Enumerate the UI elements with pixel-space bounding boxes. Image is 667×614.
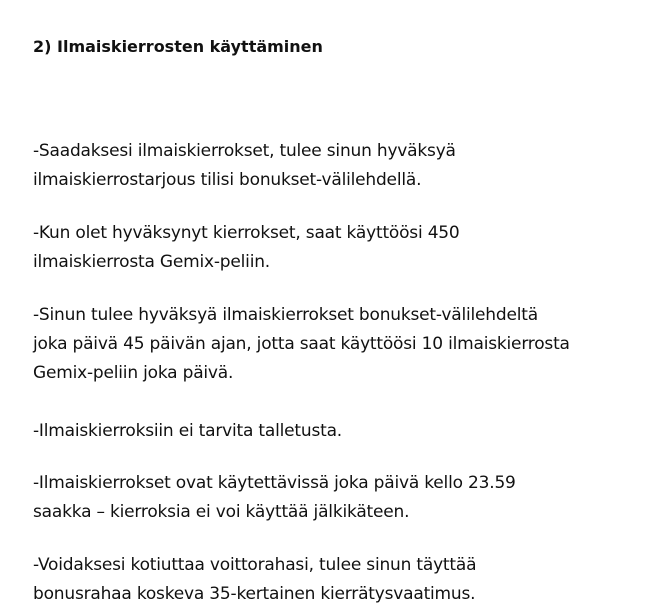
- paragraph-line: saakka – kierroksia ei voi käyttää jälkikäteen.: [33, 502, 410, 522]
- paragraph-line: -Voidaksesi kotiuttaa voittorahasi, tulee sinun täyttää: [33, 555, 477, 575]
- paragraph-daily-acceptance: [33, 301, 570, 388]
- paragraph-line: ilmaiskierrostarjous tilisi bonukset-välilehdellä.: [33, 170, 422, 190]
- paragraph-accept-offer: [33, 137, 456, 195]
- paragraph-line: -Ilmaiskierroksiin ei tarvita talletusta.: [33, 421, 342, 441]
- paragraph-line: ilmaiskierrosta Gemix-peliin.: [33, 252, 270, 272]
- paragraph-line: joka päivä 45 päivän ajan, jotta saat käyttöösi 10 ilmaiskierrosta: [33, 334, 570, 354]
- paragraph-line: Gemix-peliin joka päivä.: [33, 363, 234, 383]
- paragraph-daily-deadline: [33, 469, 516, 527]
- paragraph-spin-count: [33, 219, 460, 277]
- paragraph-line: -Ilmaiskierrokset ovat käytettävissä joka päivä kello 23.59: [33, 473, 516, 493]
- section-heading: 2) Ilmaiskierrosten käyttäminen: [33, 37, 323, 56]
- paragraph-line: -Kun olet hyväksynyt kierrokset, saat käyttöösi 450: [33, 223, 460, 243]
- paragraph-line: bonusrahaa koskeva 35-kertainen kierrätysvaatimus.: [33, 584, 476, 604]
- paragraph-line: -Saadaksesi ilmaiskierrokset, tulee sinun hyväksyä: [33, 141, 456, 161]
- paragraph-no-deposit: [33, 417, 342, 446]
- paragraph-line: -Sinun tulee hyväksyä ilmaiskierrokset bonukset-välilehdeltä: [33, 305, 538, 325]
- paragraph-wagering-requirement: [33, 551, 476, 609]
